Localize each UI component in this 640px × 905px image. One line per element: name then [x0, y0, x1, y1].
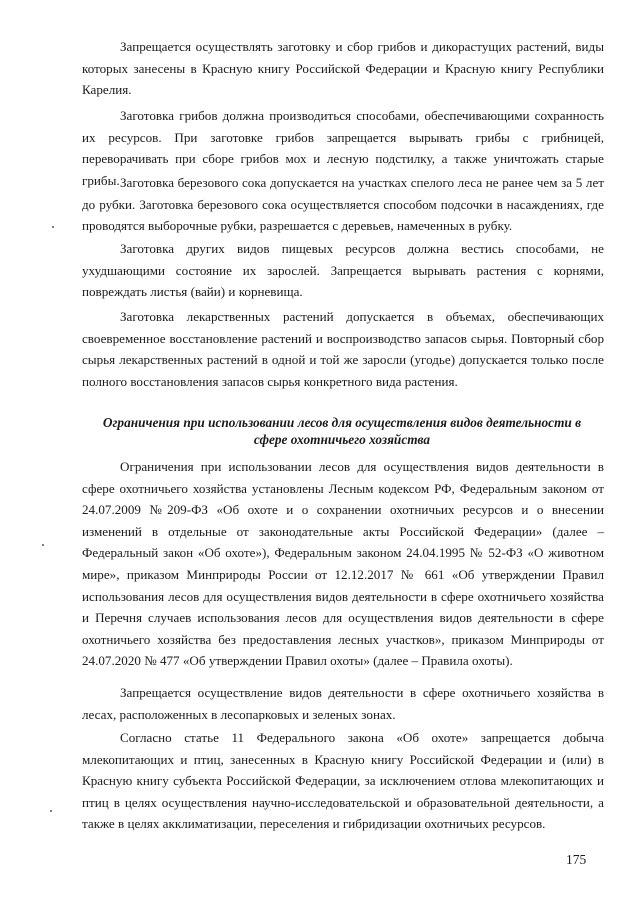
paragraph-birch-sap: Заготовка березового сока допускается на участках спелого леса не ранее чем за 5 лет до рубки. Заготовка березового сока осуществляется способом подсочки в насаждениях, где проводятся выборочные рубки, разрешается с деревьев, намеченных в рубку. [82, 175, 604, 234]
scan-speck [42, 544, 44, 546]
scan-speck [50, 810, 52, 812]
section-heading-hunting: Ограничения при использовании лесов для осуществления видов деятельности в сфере охотничьего хозяйства [102, 415, 582, 447]
paragraph-hunting-restrictions-legal-basis: Ограничения при использовании лесов для осуществления видов деятельности в сфере охотничьего хозяйства установлены Лесным кодексом РФ, Федеральным законом от 24.07.2009 №209-ФЗ «Об охоте и о сохранении охотничьих ресурсов и о внесении изменений в отдельные от законодательные акты Российской Федерации» (далее – Федеральный закон «Об охоте»), Федеральным законом 24.04.1995 № 52-ФЗ «О животном мире», приказом Минприроды России от 12.12.2017 № 661 «Об утверждении Правил использования лесов для осуществления видов деятельности в сфере охотничьего хозяйства и Перечня случаев использования лесов для осуществления видов деятельности в сфере охотничьего хозяйства без предоставления лесных участков», приказом Минприроды от 24.07.2020 № 477 «Об утверждении Правил охоты» (далее – Правила охоты). [82, 459, 604, 669]
paragraph-medicinal-plants: Заготовка лекарственных растений допускается в объемах, обеспечивающих своевременное восстановление растений и воспроизводство запасов сырья. Повторный сбор сырья лекарственных растений в одной и той же заросли (угодье) допускается только после полного восстановления запасов сырья конкретного вида растения. [82, 309, 604, 389]
paragraph-article-11: Согласно статье 11 Федерального закона «Об охоте» запрещается добыча млекопитающих и птиц, занесенных в Красную книгу Российской Федерации и (или) в Красную книгу субъекта Российской Федерации, за исключением отлова млекопитающих и птиц в целях осуществления научно-исследовательской и образовательной деятельности, а также в целях акклиматизации, переселения и гибридизации охотничьих ресурсов. [82, 730, 604, 832]
paragraph-forest-park-zones: Запрещается осуществление видов деятельности в сфере охотничьего хозяйства в лесах, расположенных в лесопарковых и зеленых зонах. [82, 685, 604, 722]
scan-speck [52, 226, 54, 228]
page-number: 175 [566, 852, 587, 867]
paragraph-mushroom-harvesting: Заготовка грибов должна производиться способами, обеспечивающими сохранность их ресурсов. При заготовке грибов запрещается вырывать грибы с грибницей, переворачивать при сборе грибов мох и лесную подстилку, а также уничтожать старые грибы. [82, 108, 604, 188]
paragraph-red-book-restriction: Запрещается осуществлять заготовку и сбор грибов и дикорастущих растений, виды которых занесены в Красную книгу Российской Федерации и Красную книгу Республики Карелия. [82, 39, 604, 98]
paragraph-food-resources: Заготовка других видов пищевых ресурсов должна вестись способами, не ухудшающими состояние их зарослей. Запрещается вырывать растения с корнями, повреждать листья (вайи) и корневища. [82, 241, 604, 300]
